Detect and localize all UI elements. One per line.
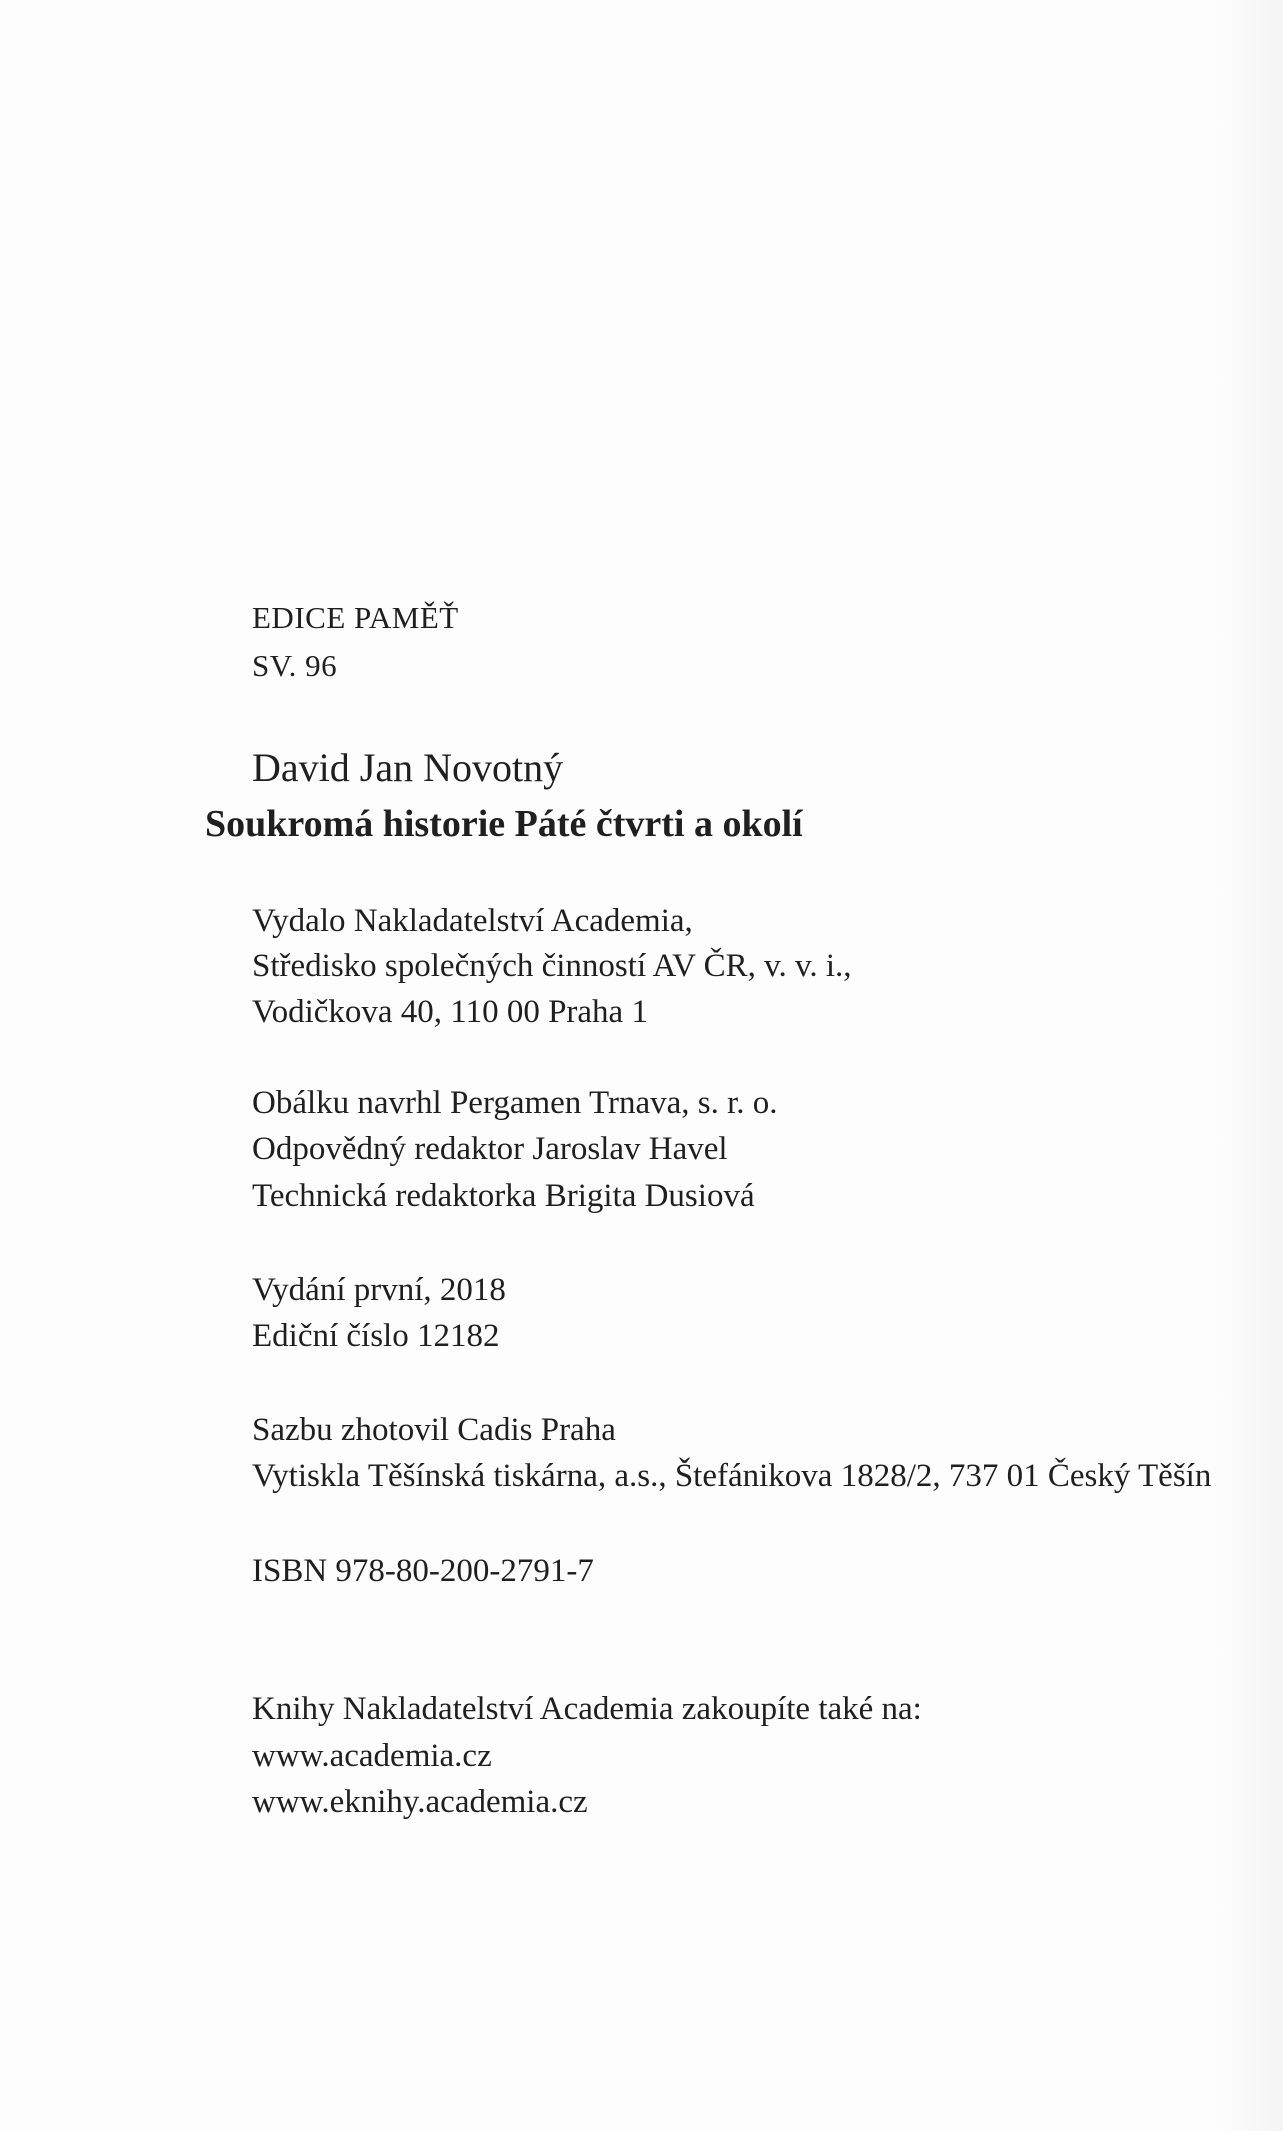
edition-volume: SV. 96 [252, 648, 338, 683]
edition-series: EDICE PAMĚŤ [252, 600, 459, 635]
book-title: Soukromá historie Páté čtvrti a okolí [205, 803, 803, 845]
typesetting-credit: Sazbu zhotovil Cadis Praha [252, 1412, 616, 1448]
publisher-line-1: Vydalo Nakladatelství Academia, [252, 903, 693, 939]
edition-number: Ediční číslo 12182 [252, 1318, 500, 1354]
publisher-address: Vodičkova 40, 110 00 Praha 1 [252, 994, 648, 1030]
isbn: ISBN 978-80-200-2791-7 [252, 1553, 594, 1589]
editor-credit: Odpovědný redaktor Jaroslav Havel [252, 1131, 728, 1167]
edition-issue: Vydání první, 2018 [252, 1272, 506, 1308]
printing-credit: Vytiskla Těšínská tiskárna, a.s., Štefánikova 1828/2, 737 01 Český Těšín [252, 1458, 1212, 1494]
publisher-line-2: Středisko společných činností AV ČR, v. v. i., [252, 948, 852, 984]
availability-intro: Knihy Nakladatelství Academia zakoupíte také na: [252, 1691, 922, 1727]
academia-url: www.academia.cz [252, 1738, 492, 1774]
eknihy-url: www.eknihy.academia.cz [252, 1784, 588, 1820]
page-edge-shadow [1213, 0, 1283, 2131]
book-author: David Jan Novotný [252, 745, 564, 790]
technical-editor-credit: Technická redaktorka Brigita Dusiová [252, 1178, 755, 1214]
cover-credit: Obálku navrhl Pergamen Trnava, s. r. o. [252, 1085, 778, 1121]
